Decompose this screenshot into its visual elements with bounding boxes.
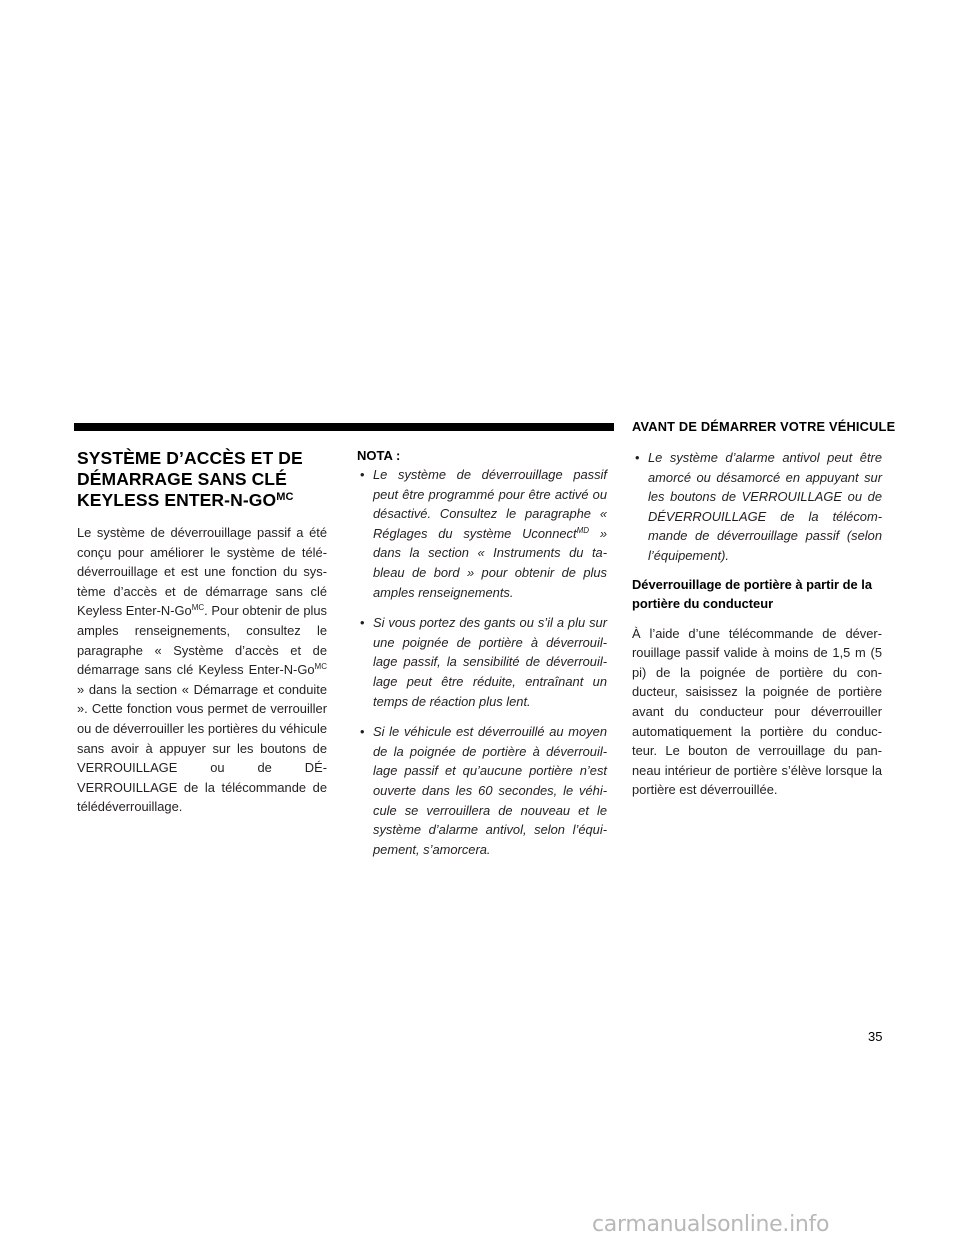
- watermark: carmanualsonline.info: [592, 1212, 830, 1237]
- section-header-bar: [74, 423, 614, 431]
- bullet-icon: •: [360, 467, 365, 482]
- nota-label: NOTA :: [357, 448, 401, 463]
- bullet-icon: •: [635, 450, 640, 465]
- column-right: [632, 448, 882, 800]
- note-item: • Si le véhicule est déverrouillé au moyen de la poignée de portière à déverrouil-lage passif et qu’aucune portière n’est ouverte dans les 60 secondes, le véhi-cule se verrouillera de nouveau et le système d’alarme antivol, selon l’équi-pement, s’amorcera.: [360, 724, 607, 857]
- note-item: • Le système d’alarme antivol peut être amorcé ou désamorcé en appuyant sur les boutons de VERROUILLAGE ou de DÉVERROUILLAGE de la télécom-mande de déverrouillage passif (selon l’équipement).: [635, 450, 882, 563]
- note-item: • Si vous portez des gants ou s’il a plu sur une poignée de portière à déverrouil-lage passif, la sensibilité de déverrouil-lage peut être réduite, entraînant un temps de réaction plus lent.: [360, 615, 607, 709]
- page-number: 35: [868, 1029, 883, 1044]
- bullet-icon: •: [360, 724, 365, 740]
- bullet-icon: •: [360, 615, 365, 631]
- unlock-paragraph: À l’aide d’une télécommande de déver-rouillage passif valide à moins de 1,5 m (5 pi) de la poignée de portière du con-ducteur, saisissez la poignée de portière avant du conducteur pour déverrouiller automatiquement la portière du conduc-teur. Le bouton de verrouillage du pan-neau intérieur de portière s’élève lorsque la portière est déverrouillée.: [632, 625, 882, 798]
- column-left: [77, 448, 327, 817]
- column-middle: [357, 448, 607, 870]
- section-title: SYSTÈME D’ACCÈS ET DE DÉMARRAGE SANS CLÉ KEYLESS ENTER-$N-GO^{MC}$: [77, 448, 303, 510]
- intro-paragraph: Le système de déverrouillage passif a été conçu pour améliorer le système de télé-déverrouillage et est une fonction du sys-tème d’accès et de démarrage sans clé Keyless Enter-$N-Go^{MC}$. Pour obtenir de plus amples renseignements, consultez le paragraphe « Système d’accès et de démarrage sans clé Keyless Enter-$N-Go^{MC}$ » dans la section « Démarrage et conduite ». Cette fonction vous permet de verrouiller ou de déverrouiller les portières du véhicule sans avoir à appuyer sur les boutons de VERROUILLAGE ou de DÉ-VERROUILLAGE de la télécommande de télédéverrouillage.: [77, 525, 327, 815]
- subheading: Déverrouillage de portière à partir de la portière du conducteur: [632, 576, 872, 611]
- note-item: • Le système de déverrouillage passif peut être programmé pour être activé ou désactivé. Consultez le paragraphe « Réglages du système Uconnect$^{MD}$ » dans la section « Instruments du ta-bleau de bord » pour obtenir de plus amples renseignements.: [360, 467, 607, 600]
- section-header-title: AVANT DE DÉMARRER VOTRE VÉHICULE: [632, 419, 896, 434]
